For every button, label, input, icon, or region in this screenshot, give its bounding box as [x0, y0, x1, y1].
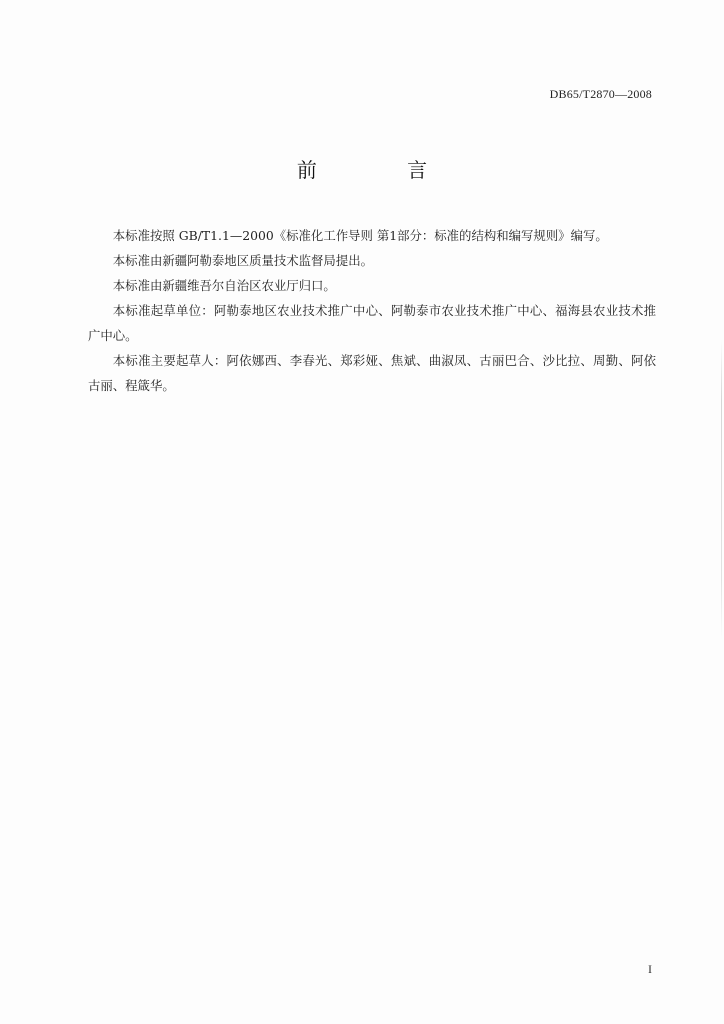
document-number: DB65/T2870—2008	[549, 87, 652, 101]
paragraph-drafting-rules: 本标准按照 GB/T1.1—2000《标准化工作导则 第1部分：标准的结构和编写规则》编写。	[112, 228, 608, 243]
paragraph-drafting-units: 本标准起草单位：阿勒泰地区农业技术推广中心、阿勒泰市农业技术推广中心、福海县农业技术推广中心。	[88, 303, 656, 343]
page-number: I	[648, 962, 652, 976]
paragraph-administrator: 本标准由新疆维吾尔自治区农业厅归口。	[112, 278, 336, 293]
paragraph-proposer: 本标准由新疆阿勒泰地区质量技术监督局提出。	[112, 253, 373, 268]
paragraph-drafters: 本标准主要起草人：阿依娜西、李春光、郑彩娅、焦斌、曲淑凤、古丽巴合、沙比拉、周勤、阿依古丽、程箴华。	[88, 353, 656, 393]
body-text	[88, 223, 656, 398]
page-title: 前 言	[296, 158, 470, 182]
scan-edge-shadow	[721, 340, 722, 640]
